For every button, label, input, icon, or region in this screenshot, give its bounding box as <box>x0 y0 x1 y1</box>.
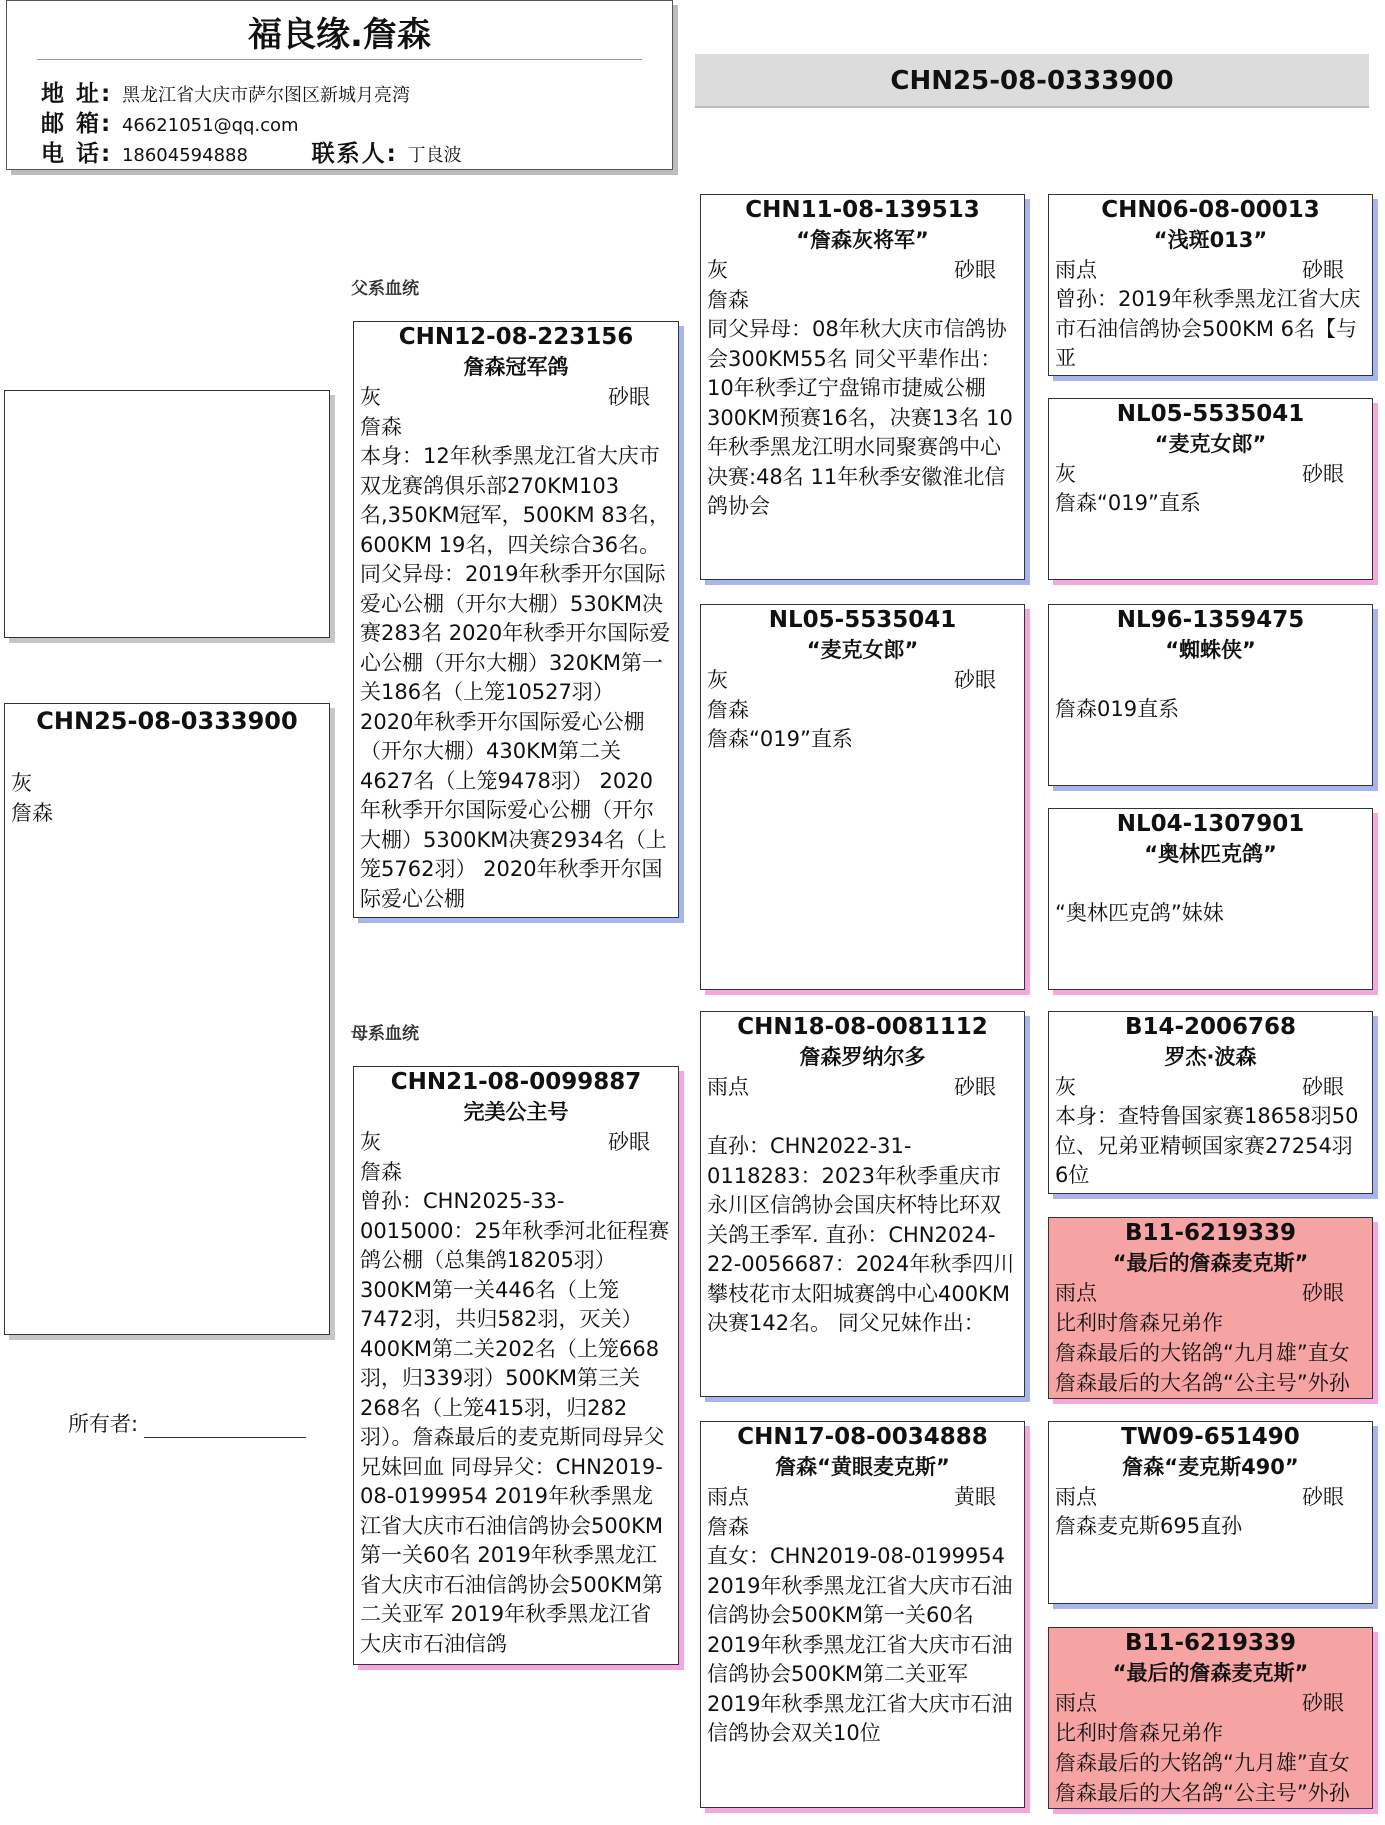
ssd-eye: 砂眼 <box>1302 462 1344 486</box>
sire-name: 詹森冠军鸽 <box>463 355 569 379</box>
ss-eye: 砂眼 <box>954 258 996 282</box>
sire-color: 灰 <box>360 385 381 409</box>
sd-breed: 詹森 <box>707 698 749 722</box>
sds-name: “蜘蛛侠” <box>1165 638 1256 662</box>
sd-card <box>700 604 1025 990</box>
dds-color: 雨点 <box>1055 1485 1097 1509</box>
sss-card <box>1048 194 1373 376</box>
dd-breed: 詹森 <box>707 1515 749 1539</box>
ds-eye: 砂眼 <box>954 1075 996 1099</box>
dds-desc: 詹森麦克斯695直孙 <box>1055 1514 1243 1538</box>
email-value: 46621051@qq.com <box>121 115 299 136</box>
sds-desc: 詹森019直系 <box>1055 697 1180 721</box>
contact-value: 丁良波 <box>407 145 462 166</box>
main-title: CHN25-08-0333900 <box>695 54 1369 108</box>
dds-ring: TW09-651490 <box>1121 1424 1300 1450</box>
sire-line-label: 父系血统 <box>351 279 419 299</box>
sd-desc: 詹森“019”直系 <box>707 727 853 751</box>
dds-card <box>1048 1421 1373 1604</box>
contact-label: 联系人: <box>311 141 398 167</box>
dsd-card <box>1048 1217 1373 1399</box>
sss-eye: 砂眼 <box>1302 258 1344 282</box>
address-value: 黑龙江省大庆市萨尔图区新城月亮湾 <box>121 85 410 106</box>
ssd-name: “麦克女郎” <box>1154 432 1267 456</box>
sss-name: “浅斑013” <box>1153 228 1268 252</box>
ssd-ring: NL05-5535041 <box>1116 401 1305 427</box>
sd-color: 灰 <box>707 668 728 692</box>
sire-breed: 詹森 <box>360 415 402 439</box>
ss-ring: CHN11-08-139513 <box>745 197 980 223</box>
dsd-line3: 詹森最后的大名鸽“公主号”外孙 <box>1055 1371 1350 1395</box>
dd-eye: 黄眼 <box>954 1485 996 1509</box>
dd-desc: 直女：CHN2019-08-0199954 2019年秋季黑龙江省大庆市石油信鸽协会500KM第一关60名 2019年秋季黑龙江省大庆市石油信鸽协会500KM第二关亚军 2019年秋季黑龙江省大庆市石油信鸽协会双关10位 <box>707 1544 1013 1745</box>
dsd-eye: 砂眼 <box>1302 1281 1344 1305</box>
dam-card <box>353 1066 679 1665</box>
ddd-name: “最后的詹森麦克斯” <box>1112 1661 1309 1685</box>
dam-eye: 砂眼 <box>608 1130 650 1154</box>
dam-desc: 曾孙：CHN2025-33-0015000：25年秋季河北征程赛鸽公棚（总集鸽18205羽）300KM第一关446名（上笼7472羽，共归582羽，灭关）400KM第二关202名（上笼668羽，归339羽）500KM第三关268名（上笼415羽，归282羽）。詹森最后的麦克斯同母异父兄妹回血 同母异父：CHN2019-08-0199954 2019年秋季黑龙江省大庆市石油信鸽协会500KM第一关60名 2019年秋季黑龙江省大庆市石油信鸽协会500KM第二关亚军 2019年秋季黑龙江省大庆市石油信鸽 <box>360 1189 670 1656</box>
ss-name: “詹森灰将军” <box>796 228 929 252</box>
dss-ring: B14-2006768 <box>1124 1014 1297 1040</box>
dam-breed: 詹森 <box>360 1160 402 1184</box>
ds-color: 雨点 <box>707 1075 749 1099</box>
dd-ring: CHN17-08-0034888 <box>737 1424 988 1450</box>
dd-color: 雨点 <box>707 1485 749 1509</box>
subject-card <box>4 703 330 1335</box>
owner-label: 所有者: <box>68 1412 139 1436</box>
dsd-line1: 比利时詹森兄弟作 <box>1055 1311 1223 1335</box>
ssd-color: 灰 <box>1055 462 1076 486</box>
ddd-line2: 詹森最后的大铭鸽“九月雄”直女 <box>1055 1751 1350 1775</box>
sdd-name: “奥林匹克鸽” <box>1144 842 1277 866</box>
header-divider <box>37 59 642 60</box>
ddd-color: 雨点 <box>1055 1691 1097 1715</box>
address-label: 地 址: <box>41 81 113 107</box>
dss-eye: 砂眼 <box>1302 1075 1344 1099</box>
ssd-desc: 詹森“019”直系 <box>1055 491 1201 515</box>
dd-card <box>700 1421 1025 1808</box>
sire-ring: CHN12-08-223156 <box>398 324 634 350</box>
dsd-name: “最后的詹森麦克斯” <box>1112 1251 1309 1275</box>
ssd-card <box>1048 398 1373 580</box>
sss-color: 雨点 <box>1055 258 1097 282</box>
ddd-eye: 砂眼 <box>1302 1691 1344 1715</box>
sire-eye: 砂眼 <box>608 385 650 409</box>
breeder-header <box>6 0 673 170</box>
ddd-ring: B11-6219339 <box>1124 1630 1297 1656</box>
sds-ring: NL96-1359475 <box>1116 607 1305 633</box>
dds-eye: 砂眼 <box>1302 1485 1344 1509</box>
ddd-line1: 比利时詹森兄弟作 <box>1055 1721 1223 1745</box>
email-label: 邮 箱: <box>41 111 113 137</box>
ds-ring: CHN18-08-0081112 <box>737 1014 988 1040</box>
dsd-line2: 詹森最后的大铭鸽“九月雄”直女 <box>1055 1341 1350 1365</box>
phone-label: 电 话: <box>41 141 113 167</box>
dss-card <box>1048 1011 1373 1194</box>
dam-ring: CHN21-08-0099887 <box>390 1069 642 1095</box>
dss-name: 罗杰·波森 <box>1164 1045 1257 1069</box>
ds-desc: 直孙：CHN2022-31-0118283：2023年秋季重庆市永川区信鸽协会国庆杯特比环双关鸽王季军. 直孙：CHN2024-22-0056687：2024年秋季四川攀枝花市太阳城赛鸽中心400KM决赛142名。 同父兄妹作出： <box>707 1134 1015 1335</box>
email-row <box>41 105 299 138</box>
ss-desc: 同父异母：08年秋大庆市信鸽协会300KM55名 同父平辈作出：10年秋季辽宁盘锦市捷威公棚300KM预赛16名，决赛13名 10年秋季黑龙江明水同聚赛鸽中心决赛:48名 11年秋季安徽淮北信鸽协会 <box>707 317 1013 518</box>
dam-name: 完美公主号 <box>463 1100 569 1124</box>
sd-name: “麦克女郎” <box>806 638 919 662</box>
sdd-ring: NL04-1307901 <box>1116 811 1305 837</box>
sss-desc: 曾孙：2019年秋季黑龙江省大庆市石油信鸽协会500KM 6名【与亚 <box>1055 287 1361 370</box>
ds-name: 詹森罗纳尔多 <box>799 1045 926 1069</box>
sds-card <box>1048 604 1373 786</box>
dss-desc: 本身：查特鲁国家赛18658羽50位、兄弟亚精顿国家赛27254羽6位 <box>1055 1104 1359 1187</box>
dam-line-label: 母系血统 <box>351 1024 419 1044</box>
address-row <box>41 75 410 108</box>
subject-ring: CHN25-08-0333900 <box>36 707 298 735</box>
dsd-color: 雨点 <box>1055 1281 1097 1305</box>
dsd-ring: B11-6219339 <box>1124 1220 1297 1246</box>
owner-field <box>68 1408 306 1438</box>
ddd-line3: 詹森最后的大名鸽“公主号”外孙 <box>1055 1781 1350 1805</box>
sire-card <box>353 321 679 918</box>
sss-ring: CHN06-08-00013 <box>1101 197 1320 223</box>
ddd-card <box>1048 1627 1373 1809</box>
dss-color: 灰 <box>1055 1075 1076 1099</box>
owner-signature-line <box>144 1417 306 1438</box>
sire-desc: 本身：12年秋季黑龙江省大庆市双龙赛鸽俱乐部270KM103名,350KM冠军，500KM 83名，600KM 19名，四关综合36名。同父异母：2019年秋季开尔国际爱心公棚（开尔大棚）530KM决赛283名 2020年秋季开尔国际爱心公棚（开尔大棚）320KM第一关186名（上笼10527羽） 2020年秋季开尔国际爱心公棚（开尔大棚）430KM第二关4627名（上笼9478羽） 2020年秋季开尔国际爱心公棚（开尔大棚）5300KM决赛2934名（上笼5762羽） 2020年秋季开尔国际爱心公棚 <box>360 444 671 911</box>
dds-name: 詹森“麦克斯490” <box>1122 1455 1299 1479</box>
photo-placeholder <box>4 390 330 638</box>
ds-card <box>700 1011 1025 1397</box>
ss-color: 灰 <box>707 258 728 282</box>
phone-row <box>41 135 462 168</box>
sd-eye: 砂眼 <box>954 668 996 692</box>
ss-breed: 詹森 <box>707 288 749 312</box>
breeder-title: 福良缘.詹森 <box>248 15 431 55</box>
dam-color: 灰 <box>360 1130 381 1154</box>
ss-card <box>700 194 1025 580</box>
subject-color: 灰 <box>11 771 32 795</box>
sdd-desc: “奥林匹克鸽”妹妹 <box>1055 901 1224 925</box>
phone-value: 18604594888 <box>121 145 248 166</box>
sd-ring: NL05-5535041 <box>768 607 957 633</box>
subject-breed: 詹森 <box>11 801 53 825</box>
sdd-card <box>1048 808 1373 990</box>
dd-name: 詹森“黄眼麦克斯” <box>775 1455 950 1479</box>
